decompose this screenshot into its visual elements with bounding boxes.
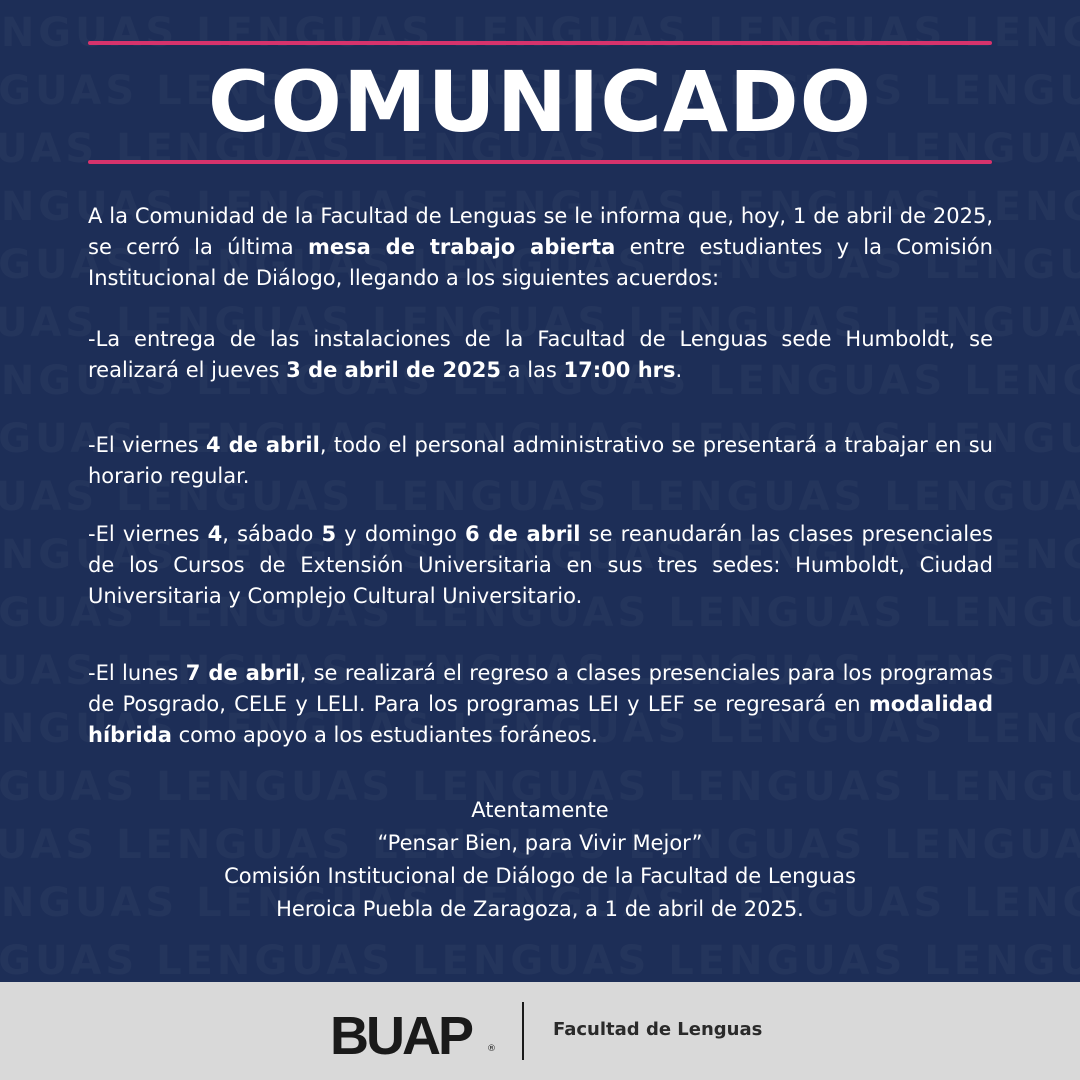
agreement-1-text-3: .	[675, 358, 683, 382]
agreement-2-text-1: -El viernes	[88, 433, 206, 457]
agreement-1-text-2: a las	[500, 358, 564, 382]
closing-signatory: Comisión Institucional de Diálogo de la Facultad de Lenguas	[224, 864, 856, 888]
registered-mark: ®	[487, 1044, 496, 1054]
agreement-4-text-1: -El lunes	[88, 661, 186, 685]
agreement-2-bold-date: 4 de abril	[206, 433, 320, 457]
agreement-1-text-1: -La entrega de las instalaciones de la Facultad de Lenguas sede Humboldt, se realizará el jueves	[88, 327, 993, 382]
agreement-3-bold-1: 4	[207, 522, 223, 546]
bottom-accent-rule	[88, 160, 992, 164]
agreement-2-text-2: , todo el personal administrativo se presentará a trabajar en su horario regular.	[88, 433, 993, 488]
agreement-3-text-4: se reanudarán las clases presenciales de los Cursos de Extensión Universitaria en sus tres sedes: Humboldt, Ciudad Universitaria y Complejo Cultural Universitario.	[88, 522, 994, 608]
buap-logo: BUAP	[330, 1006, 472, 1066]
agreement-3-bold-2: 5	[321, 522, 337, 546]
agreement-3-bold-3: 6 de abril	[465, 522, 581, 546]
closing-signature	[0, 794, 1080, 926]
closing-salutation: Atentamente	[471, 798, 609, 822]
intro-text-2: entre estudiantes y la Comisión Institucional de Diálogo, llegando a los siguientes acuerdos:	[88, 235, 993, 290]
intro-paragraph	[88, 201, 993, 294]
agreement-3-text-1: -El viernes	[88, 522, 208, 546]
agreement-1	[88, 324, 993, 386]
agreement-2	[88, 430, 993, 492]
agreement-1-bold-time: 17:00 hrs	[563, 358, 676, 382]
agreement-4-text-3: como apoyo a los estudiantes foráneos.	[171, 723, 598, 747]
page-title: COMUNICADO	[207, 53, 873, 151]
footer-divider	[522, 1002, 524, 1060]
agreement-4-bold-date: 7 de abril	[185, 661, 300, 685]
top-accent-rule	[88, 41, 992, 45]
agreement-4-bold-mode: modalidad híbrida	[88, 692, 993, 747]
watermark-row	[0, 938, 1080, 980]
agreement-3-text-3: y domingo	[336, 522, 465, 546]
footer-bar	[0, 982, 1080, 1080]
intro-bold-1: mesa de trabajo abierta	[307, 235, 616, 259]
closing-motto: “Pensar Bien, para Vivir Mejor”	[377, 831, 703, 855]
faculty-name: Facultad de Lenguas	[553, 1019, 763, 1040]
agreement-4	[88, 658, 993, 751]
agreement-3	[88, 519, 993, 612]
intro-text-1: A la Comunidad de la Facultad de Lenguas se le informa que, hoy, 1 de abril de 2025, se cerró la última	[88, 204, 993, 259]
agreement-4-text-2: , se realizará el regreso a clases presenciales para los programas de Posgrado, CELE y LELI. Para los programas LEI y LEF se regresará en	[88, 661, 993, 716]
closing-place-date: Heroica Puebla de Zaragoza, a 1 de abril de 2025.	[276, 897, 804, 921]
agreement-1-bold-date: 3 de abril de 2025	[286, 358, 501, 382]
agreement-3-text-2: , sábado	[222, 522, 322, 546]
